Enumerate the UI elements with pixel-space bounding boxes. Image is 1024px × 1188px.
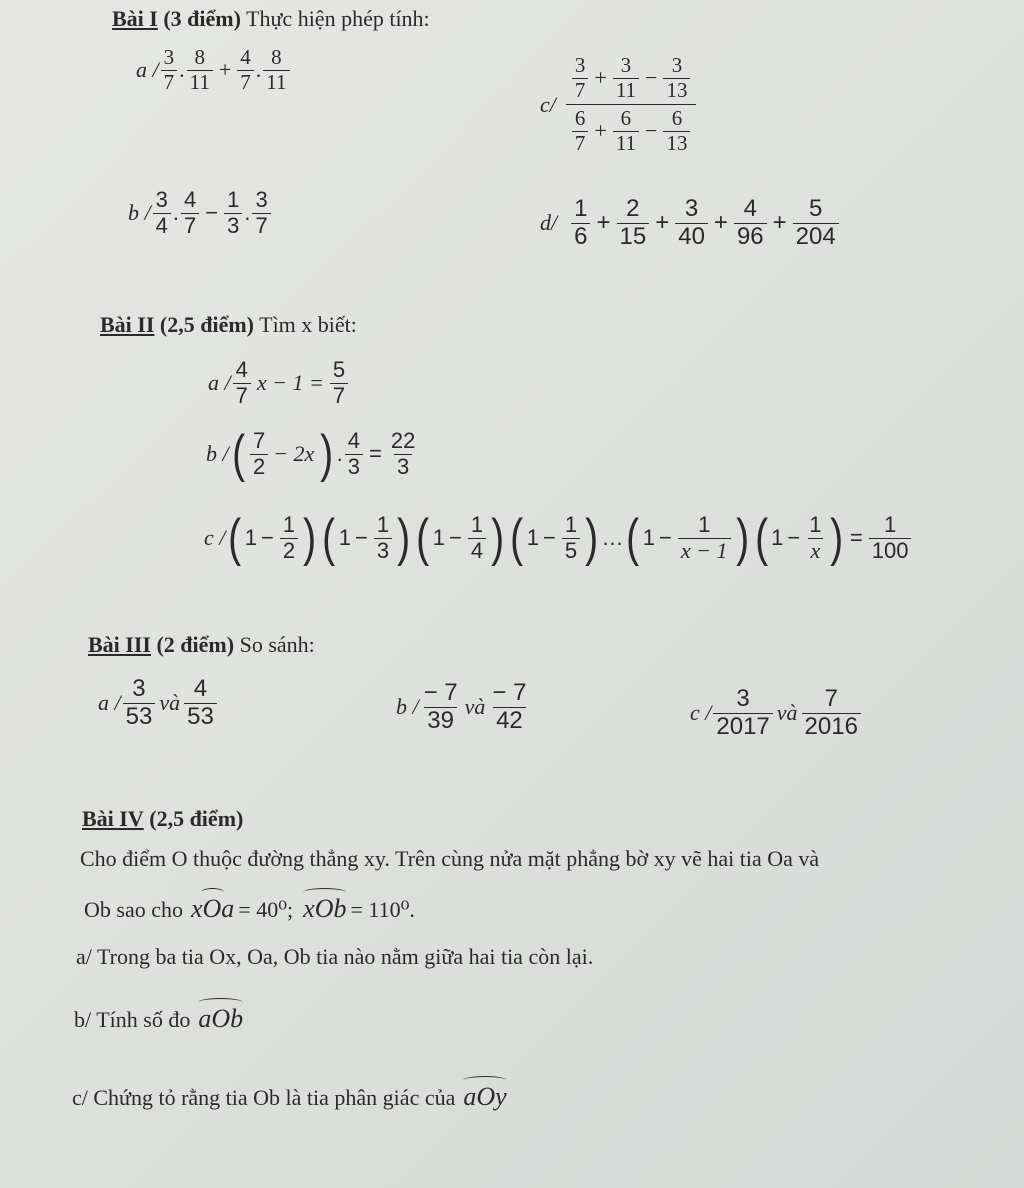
label-3b: b / <box>396 694 419 720</box>
angle-aoy: aOy <box>463 1082 506 1112</box>
fraction: $\frac{8}{11}$ <box>263 46 289 94</box>
angle-aob: aOb <box>198 1004 243 1034</box>
angle-xob-value: = 110⁰. <box>350 897 415 922</box>
label-2a: a / <box>208 370 231 396</box>
angle-xoa-value: = 40⁰; <box>238 897 294 922</box>
problem-3c: c / $\frac{3}{2017}$ và $\frac{7}{2016}$ <box>690 686 863 741</box>
section-4-number: Bài IV <box>82 806 144 831</box>
problem-2c: c / ( 1 − $\frac{1}{2}$ ) ( 1 − $\frac{1}{3}$ ) ( 1 − $\frac{1}{4}$ ) ( 1 − $\frac{1}{5}$ ) … ( 1 − $\frac{1}{x - 1}$ ) ( 1 − $\frac{1}{x}$ ) = $\frac{1}{100}$ <box>204 512 913 564</box>
section-3-header <box>88 632 315 658</box>
question-4c <box>72 1082 507 1112</box>
section-2-header <box>100 312 357 338</box>
question-4c-text: c/ Chứng tỏ rằng tia Ob là tia phân giác của <box>72 1085 456 1110</box>
question-4b <box>74 1004 243 1034</box>
section-3-number: Bài III <box>88 632 151 657</box>
angle-xob: xOb <box>303 894 346 924</box>
label-2b: b / <box>206 441 229 466</box>
section-1-points: (3 điểm) <box>163 6 241 31</box>
section-2-task: Tìm x biết: <box>259 312 357 337</box>
question-4a: a/ Trong ba tia Ox, Oa, Ob tia nào nằm giữa hai tia còn lại. <box>76 944 594 969</box>
section-4-header <box>82 806 243 832</box>
section-1-task: Thực hiện phép tính: <box>246 6 430 31</box>
section-3-points: (2 điểm) <box>156 632 235 657</box>
problem-1a: a / $\frac{3}{7}$ . $\frac{8}{11}$ + $\frac{4}{7}$ . $\frac{8}{11}$ <box>136 46 292 94</box>
section-4-statement-line1: Cho điểm O thuộc đường thẳng xy. Trên cùng nửa mặt phẳng bờ xy vẽ hai tia Oa và <box>80 846 820 871</box>
complex-fraction: $\frac{3}{7}$ + $\frac{3}{11}$ − $\frac{3}{13}$ $\frac{6}{7}$ + $\frac{6}{11}$ − $\frac{6}{13}$ <box>566 52 697 157</box>
problem-3b: b / $\frac{- 7}{39}$ và $\frac{- 7}{42}$ <box>396 679 527 734</box>
label-1b: b / <box>128 200 151 226</box>
problem-1d: d/ $\frac{1}{6}$ + $\frac{2}{15}$ + $\frac{3}{40}$ + $\frac{4}{96}$ + $\frac{5}{204}$ <box>540 196 841 251</box>
fraction: $\frac{3}{7}$ <box>161 46 178 94</box>
section-4-statement-line2 <box>84 894 415 924</box>
problem-3a: a / $\frac{3}{53}$ và $\frac{4}{53}$ <box>98 676 219 731</box>
label-3a: a / <box>98 690 121 716</box>
label-1d: d/ <box>540 210 558 236</box>
section-4-points: (2,5 điểm) <box>149 806 244 831</box>
section-2-number: Bài II <box>100 312 155 337</box>
angle-xoa: xOa <box>191 894 234 924</box>
section-3-task: So sánh: <box>239 632 315 657</box>
label-1a: a / <box>136 57 159 83</box>
problem-1b: b / $\frac{3}{4}$ . $\frac{4}{7}$ − $\frac{1}{3}$ . $\frac{3}{7}$ <box>128 188 273 238</box>
section-1-number: Bài I <box>112 6 158 31</box>
fraction: $\frac{4}{7}$ <box>237 46 254 94</box>
problem-2b: b / ( $\frac{7}{2}$ − 2x ) . $\frac{4}{3}$ = $\frac{22}{3}$ <box>206 425 416 483</box>
label-1c: c/ <box>540 91 556 117</box>
fraction: $\frac{8}{11}$ <box>187 46 213 94</box>
problem-1c <box>540 52 696 157</box>
question-4b-text: b/ Tính số đo <box>74 1007 191 1032</box>
problem-2a: a / $\frac{4}{7}$ x − 1 = $\frac{5}{7}$ <box>208 358 350 408</box>
section-1-header <box>112 6 430 32</box>
label-2c: c / <box>204 525 226 550</box>
section-2-points: (2,5 điểm) <box>159 312 255 337</box>
label-3c: c / <box>690 700 712 726</box>
statement-text: Ob sao cho <box>84 897 183 922</box>
